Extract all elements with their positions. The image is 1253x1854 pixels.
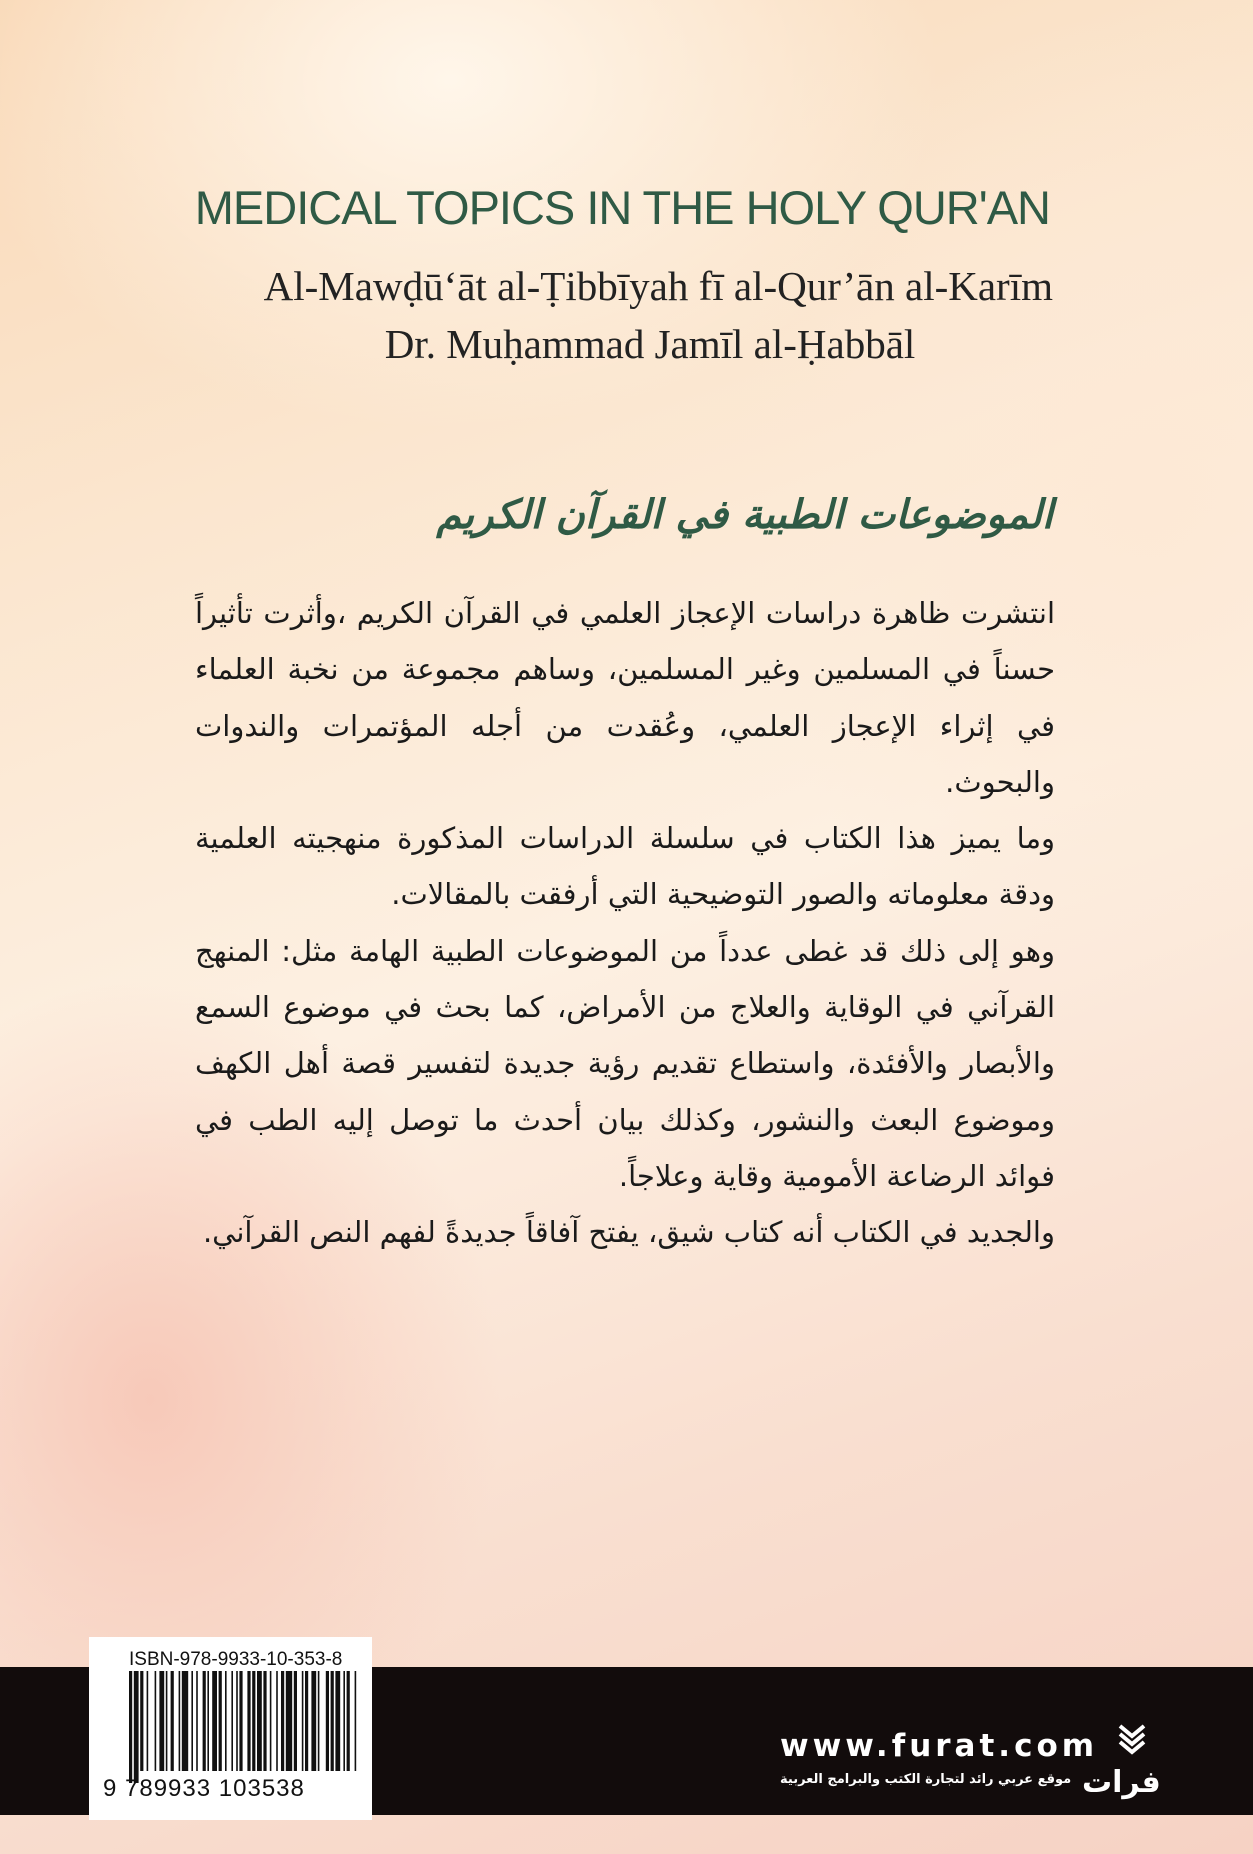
publisher-logo [1082, 1722, 1161, 1800]
publisher-url: www.furat.com [780, 1728, 1099, 1764]
book-title-english: MEDICAL TOPICS IN THE HOLY QUR'AN [194, 181, 1050, 234]
blurb-paragraph: انتشرت ظاهرة دراسات الإعجاز العلمي في القرآن الكريم ،وأثرت تأثيراً حسناً في المسلمين وغير المسلمين، وساهم مجموعة من نخبة العلماء في إثراء الإعجاز العلمي، وعُقدت من أجله المؤتمرات والندوات والبحوث. [195, 596, 1055, 799]
barcode-bars [129, 1671, 359, 1783]
blurb-paragraph: وما يميز هذا الكتاب في سلسلة الدراسات المذكورة منهجيته العلمية ودقة معلوماته والصور التوضيحية التي أرفقت بالمقالات. [195, 821, 1055, 912]
blurb [195, 585, 1055, 1261]
isbn-text: ISBN-978-9933-10-353-8 [129, 1649, 343, 1670]
book-title-arabic: الموضوعات الطبية في القرآن الكريم [436, 492, 1053, 538]
blurb-paragraph: وهو إلى ذلك قد غطى عدداً من الموضوعات الطبية الهامة مثل: المنهج القرآني في الوقاية والعلاج من الأمراض، كما بحث في موضوع السمع والأبصار والأفئدة، واستطاع تقديم رؤية جديدة لتفسير قصة أهل الكهف وموضوع البعث والنشور، وكذلك بيان أحدث ما توصل إليه الطب في فوائد الرضاعة الأمومية وقاية وعلاجاً. [195, 933, 1055, 1193]
blurb-paragraph: والجديد في الكتاب أنه كتاب شيق، يفتح آفاقاً جديدةً لفهم النص القرآني. [202, 1215, 1055, 1250]
publisher-logo-text: فرات [1082, 1765, 1161, 1800]
isbn-barcode [89, 1637, 372, 1820]
book-title-transliteration: Al-Mawḍū‘āt al-Ṭibbīyah fī al-Qur’ān al-Karīm [263, 263, 1053, 309]
book-icon [1082, 1722, 1152, 1762]
barcode-digits: 9 789933 103538 [103, 1775, 305, 1802]
publisher-tagline: موقع عربي رائد لتجارة الكتب والبرامج العربية [780, 1772, 1072, 1787]
author-name: Dr. Muḥammad Jamīl al-Ḥabbāl [384, 321, 916, 367]
